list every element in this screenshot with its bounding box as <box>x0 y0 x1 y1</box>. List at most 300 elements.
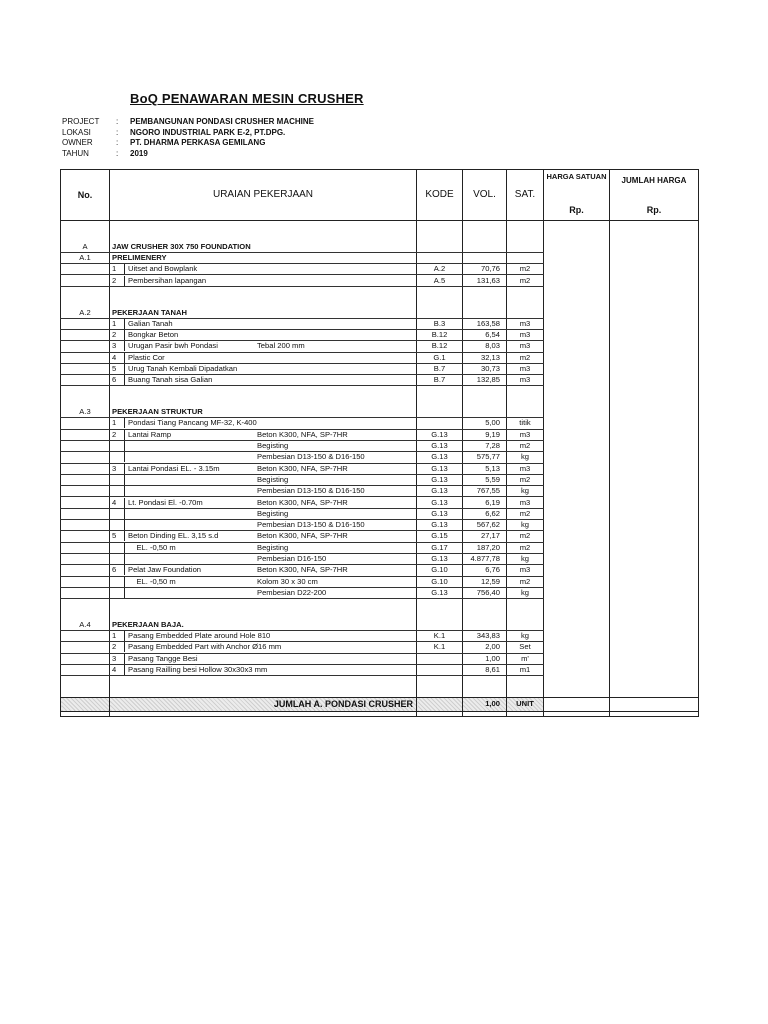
item-number <box>110 577 125 587</box>
item-kode: B.7 <box>417 363 463 374</box>
header-kode: KODE <box>417 170 463 221</box>
section-row <box>61 242 699 253</box>
item-unit: kg <box>507 630 544 641</box>
item-volume: 6,76 <box>463 565 507 576</box>
meta-row-owner <box>62 138 314 149</box>
boq-table <box>60 169 699 717</box>
item-number <box>110 452 125 462</box>
item-harga <box>544 429 610 440</box>
item-volume: 27,17 <box>463 531 507 542</box>
meta-colon: : <box>116 148 119 158</box>
item-row <box>61 642 699 653</box>
item-spec: Pembesian D16-150 <box>257 554 327 564</box>
table-header-row <box>61 170 699 221</box>
item-row <box>61 531 699 542</box>
item-jumlah <box>610 341 699 352</box>
item-volume: 343,83 <box>463 630 507 641</box>
total-row <box>61 697 699 711</box>
item-jumlah <box>610 463 699 474</box>
item-kode: G.13 <box>417 486 463 497</box>
meta-key: TAHUN <box>62 148 89 158</box>
meta-colon: : <box>116 138 119 147</box>
section-title: PRELIMENERY <box>110 252 417 263</box>
header-jumlah-top: JUMLAH HARGA <box>621 176 687 185</box>
meta-row-project <box>62 117 314 128</box>
item-harga <box>544 664 610 675</box>
blank-row <box>61 297 699 307</box>
item-unit: m2 <box>507 531 544 542</box>
item-number: 5 <box>110 364 125 374</box>
item-harga <box>544 352 610 363</box>
item-description: Pelat Jaw Foundation <box>128 565 202 575</box>
item-description <box>125 441 253 451</box>
item-row <box>61 486 699 497</box>
item-harga <box>544 642 610 653</box>
item-spec: Beton K300, NFA, SP-7HR <box>257 531 348 541</box>
item-kode: G.13 <box>417 553 463 564</box>
item-jumlah <box>610 542 699 553</box>
item-volume: 32,13 <box>463 352 507 363</box>
item-unit: m2 <box>507 352 544 363</box>
section-number: A <box>61 242 110 253</box>
item-kode: B.12 <box>417 341 463 352</box>
section-title: PEKERJAAN BAJA. <box>110 620 417 631</box>
item-unit: m3 <box>507 565 544 576</box>
project-meta <box>62 117 314 159</box>
item-row <box>61 474 699 485</box>
item-spec: Beton K300, NFA, SP-7HR <box>257 565 348 575</box>
header-uraian: URAIAN PEKERJAAN <box>110 170 417 221</box>
item-harga <box>544 486 610 497</box>
item-unit: kg <box>507 486 544 497</box>
item-row <box>61 553 699 564</box>
item-unit: m3 <box>507 375 544 386</box>
header-vol: VOL. <box>463 170 507 221</box>
item-jumlah <box>610 653 699 664</box>
item-jumlah <box>610 375 699 386</box>
meta-row-tahun <box>62 149 314 160</box>
item-description: Bongkar Beton <box>128 330 179 340</box>
section-number: A.2 <box>61 307 110 318</box>
item-kode: G.1 <box>417 352 463 363</box>
item-harga <box>544 553 610 564</box>
item-row <box>61 264 699 275</box>
item-description <box>125 588 253 598</box>
section-title: PEKERJAAN TANAH <box>110 307 417 318</box>
item-jumlah <box>610 630 699 641</box>
item-volume: 6,54 <box>463 329 507 340</box>
item-unit: m2 <box>507 474 544 485</box>
item-description <box>125 554 253 564</box>
item-row <box>61 630 699 641</box>
item-jumlah <box>610 440 699 451</box>
item-row <box>61 664 699 675</box>
item-jumlah <box>610 531 699 542</box>
item-jumlah <box>610 565 699 576</box>
item-kode: G.13 <box>417 520 463 531</box>
item-jumlah <box>610 474 699 485</box>
item-description: Pondasi Tiang Pancang MF-32, K-400 <box>128 418 257 428</box>
item-number <box>110 543 125 553</box>
item-row <box>61 418 699 429</box>
item-row <box>61 318 699 329</box>
item-number: 2 <box>110 276 125 286</box>
item-row <box>61 452 699 463</box>
item-volume: 187,20 <box>463 542 507 553</box>
item-volume: 131,63 <box>463 275 507 286</box>
item-number: 6 <box>110 565 125 575</box>
item-row <box>61 463 699 474</box>
item-number <box>110 554 125 564</box>
item-row <box>61 542 699 553</box>
item-volume: 756,40 <box>463 587 507 598</box>
item-description <box>125 520 253 530</box>
item-kode: G.10 <box>417 565 463 576</box>
item-spec: Begisting <box>257 474 289 484</box>
item-kode <box>417 653 463 664</box>
item-jumlah <box>610 429 699 440</box>
meta-value: 2019 <box>130 148 148 158</box>
item-kode: G.13 <box>417 440 463 451</box>
meta-value: PT. DHARMA PERKASA GEMILANG <box>130 138 266 147</box>
item-unit: m2 <box>507 508 544 519</box>
item-unit: m2 <box>507 275 544 286</box>
item-harga <box>544 363 610 374</box>
item-description <box>125 509 253 519</box>
item-jumlah <box>610 329 699 340</box>
total-label: JUMLAH A. PONDASI CRUSHER <box>110 697 417 711</box>
meta-colon: : <box>116 127 119 137</box>
item-description: EL. -0,50 m <box>128 576 176 586</box>
item-unit: m2 <box>507 576 544 587</box>
item-row <box>61 375 699 386</box>
item-volume: 9,19 <box>463 429 507 440</box>
item-volume: 567,62 <box>463 520 507 531</box>
item-unit: m3 <box>507 341 544 352</box>
item-kode: G.10 <box>417 576 463 587</box>
item-unit: m3 <box>507 329 544 340</box>
item-jumlah <box>610 553 699 564</box>
item-number: 6 <box>110 375 125 385</box>
item-row <box>61 440 699 451</box>
item-unit: titik <box>507 418 544 429</box>
item-harga <box>544 275 610 286</box>
section-number: A.3 <box>61 407 110 418</box>
item-spec: Pembesian D22-200 <box>257 587 327 597</box>
item-harga <box>544 418 610 429</box>
item-description: Pasang Embedded Plate around Hole 810 <box>128 631 271 641</box>
item-jumlah <box>610 497 699 508</box>
item-harga <box>544 452 610 463</box>
item-description <box>125 452 253 462</box>
meta-colon: : <box>116 117 119 126</box>
item-spec: Beton K300, NFA, SP-7HR <box>257 497 348 507</box>
item-kode: G.13 <box>417 508 463 519</box>
header-sat: SAT. <box>507 170 544 221</box>
section-title: JAW CRUSHER 30X 750 FOUNDATION <box>110 242 417 253</box>
item-number: 1 <box>110 631 125 641</box>
item-harga <box>544 653 610 664</box>
item-number <box>110 509 125 519</box>
item-jumlah <box>610 642 699 653</box>
header-harga-bottom: Rp. <box>569 205 584 215</box>
item-spec: Beton K300, NFA, SP-7HR <box>257 429 348 439</box>
item-harga <box>544 508 610 519</box>
item-volume: 2,00 <box>463 642 507 653</box>
item-jumlah <box>610 452 699 463</box>
blank-row <box>61 231 699 241</box>
item-volume: 6,62 <box>463 508 507 519</box>
item-number <box>110 475 125 485</box>
item-description: Buang Tanah sisa Galian <box>128 375 213 385</box>
blank-row <box>61 676 699 687</box>
item-spec: Begisting <box>257 441 289 451</box>
header-harga-top: HARGA SATUAN <box>546 172 607 181</box>
item-spec: Kolom 30 x 30 cm <box>257 576 318 586</box>
item-harga <box>544 497 610 508</box>
item-number: 2 <box>110 330 125 340</box>
item-volume: 7,28 <box>463 440 507 451</box>
item-description: Pasang Railling besi Hollow 30x30x3 mm <box>128 665 268 675</box>
item-description: Pasang Tangge Besi <box>128 653 198 663</box>
item-row <box>61 341 699 352</box>
item-volume: 5,59 <box>463 474 507 485</box>
item-harga <box>544 576 610 587</box>
item-volume: 8,61 <box>463 664 507 675</box>
meta-value: NGORO INDUSTRIAL PARK E-2, PT.DPG. <box>130 127 286 137</box>
item-kode: G.13 <box>417 463 463 474</box>
item-volume: 70,76 <box>463 264 507 275</box>
item-unit: Set <box>507 642 544 653</box>
item-row <box>61 329 699 340</box>
item-kode: A.2 <box>417 264 463 275</box>
item-number: 4 <box>110 498 125 508</box>
item-number: 2 <box>110 430 125 440</box>
header-harga-satuan <box>544 170 610 221</box>
meta-key: PROJECT <box>62 117 100 126</box>
section-row <box>61 407 699 418</box>
item-number: 3 <box>110 341 125 351</box>
item-spec: Pembesian D13-150 & D16-150 <box>257 452 365 462</box>
item-description: EL. -0,50 m <box>128 542 176 552</box>
section-title: PEKERJAAN STRUKTUR <box>110 407 417 418</box>
total-sat: UNIT <box>507 697 544 711</box>
item-unit: m2 <box>507 264 544 275</box>
section-number: A.1 <box>61 252 110 263</box>
item-unit: kg <box>507 452 544 463</box>
item-harga <box>544 565 610 576</box>
item-row <box>61 429 699 440</box>
item-kode <box>417 418 463 429</box>
item-description: Pembersihan lapangan <box>128 275 207 285</box>
item-volume: 12,59 <box>463 576 507 587</box>
item-unit: m2 <box>507 542 544 553</box>
item-harga <box>544 341 610 352</box>
item-number <box>110 588 125 598</box>
item-spec: Beton K300, NFA, SP-7HR <box>257 463 348 473</box>
item-row <box>61 576 699 587</box>
item-row <box>61 363 699 374</box>
section-row <box>61 252 699 263</box>
item-harga <box>544 318 610 329</box>
item-kode: G.13 <box>417 587 463 598</box>
item-number: 4 <box>110 353 125 363</box>
item-description <box>125 475 253 485</box>
item-unit: m' <box>507 653 544 664</box>
blank-row <box>61 386 699 397</box>
item-jumlah <box>610 587 699 598</box>
item-row <box>61 653 699 664</box>
item-volume: 1,00 <box>463 653 507 664</box>
item-kode: A.5 <box>417 275 463 286</box>
blank-row <box>61 599 699 610</box>
item-kode: B.3 <box>417 318 463 329</box>
item-number <box>110 441 125 451</box>
item-volume: 30,73 <box>463 363 507 374</box>
item-jumlah <box>610 486 699 497</box>
blank-row <box>61 397 699 407</box>
item-volume: 163,58 <box>463 318 507 329</box>
item-row <box>61 520 699 531</box>
meta-key: OWNER <box>62 138 93 147</box>
section-number: A.4 <box>61 620 110 631</box>
item-unit: m3 <box>507 497 544 508</box>
item-jumlah <box>610 352 699 363</box>
item-kode: K.1 <box>417 642 463 653</box>
item-description: Lantai Ramp <box>128 429 172 439</box>
item-harga <box>544 264 610 275</box>
blank-row <box>61 286 699 297</box>
item-spec: Tebal 200 mm <box>257 341 305 351</box>
item-description: Uitset and Bowplank <box>128 264 198 274</box>
item-number <box>110 486 125 496</box>
item-jumlah <box>610 664 699 675</box>
item-jumlah <box>610 318 699 329</box>
item-row <box>61 275 699 286</box>
meta-key: LOKASI <box>62 127 91 137</box>
item-number <box>110 520 125 530</box>
item-description: Lantai Pondasi EL. - 3.15m <box>128 463 220 473</box>
item-jumlah <box>610 418 699 429</box>
item-kode: G.15 <box>417 531 463 542</box>
item-volume: 132,85 <box>463 375 507 386</box>
item-harga <box>544 329 610 340</box>
item-jumlah <box>610 508 699 519</box>
item-jumlah <box>610 576 699 587</box>
document-title: BoQ PENAWARAN MESIN CRUSHER <box>130 91 364 106</box>
item-row <box>61 508 699 519</box>
item-harga <box>544 463 610 474</box>
item-kode: G.13 <box>417 497 463 508</box>
item-kode: K.1 <box>417 630 463 641</box>
item-number: 3 <box>110 464 125 474</box>
item-description: Urugan Pasir bwh Pondasi <box>128 341 218 351</box>
item-description: Beton Dinding EL. 3,15 s.d <box>128 531 219 541</box>
item-number: 2 <box>110 642 125 652</box>
item-jumlah <box>610 264 699 275</box>
item-unit: m3 <box>507 363 544 374</box>
blank-row <box>61 609 699 619</box>
item-row <box>61 352 699 363</box>
item-row <box>61 565 699 576</box>
item-harga <box>544 630 610 641</box>
item-harga <box>544 542 610 553</box>
item-unit: kg <box>507 553 544 564</box>
item-number: 4 <box>110 665 125 675</box>
item-spec: Pembesian D13-150 & D16-150 <box>257 520 365 530</box>
item-unit: kg <box>507 520 544 531</box>
item-kode: G.13 <box>417 474 463 485</box>
item-spec: Begisting <box>257 542 289 552</box>
item-harga <box>544 440 610 451</box>
section-row <box>61 620 699 631</box>
item-unit: m1 <box>507 664 544 675</box>
item-number: 1 <box>110 418 125 428</box>
item-volume: 5,13 <box>463 463 507 474</box>
item-harga <box>544 375 610 386</box>
item-unit: m3 <box>507 463 544 474</box>
item-description: Pasang Embedded Part with Anchor Ø16 mm <box>128 642 282 652</box>
item-unit: m2 <box>507 440 544 451</box>
total-vol: 1,00 <box>463 697 507 711</box>
item-kode: G.13 <box>417 429 463 440</box>
item-row <box>61 587 699 598</box>
item-description: Galian Tanah <box>128 318 173 328</box>
blank-row <box>61 686 699 697</box>
header-jumlah-harga <box>610 170 699 221</box>
item-volume: 575,77 <box>463 452 507 463</box>
item-volume: 6,19 <box>463 497 507 508</box>
item-harga <box>544 520 610 531</box>
item-jumlah <box>610 520 699 531</box>
item-jumlah <box>610 363 699 374</box>
item-unit: kg <box>507 587 544 598</box>
item-description: Urug Tanah Kembali Dipadatkan <box>128 364 238 373</box>
item-volume: 767,55 <box>463 486 507 497</box>
item-volume: 8,03 <box>463 341 507 352</box>
item-spec: Pembesian D13-150 & D16-150 <box>257 486 365 496</box>
meta-value: PEMBANGUNAN PONDASI CRUSHER MACHINE <box>130 117 315 126</box>
header-no: No. <box>61 170 110 221</box>
item-number: 3 <box>110 654 125 664</box>
item-harga <box>544 531 610 542</box>
item-kode <box>417 664 463 675</box>
item-spec: Begisting <box>257 508 289 518</box>
item-kode: B.12 <box>417 329 463 340</box>
item-unit: m3 <box>507 318 544 329</box>
item-description: Plastic Cor <box>128 352 165 362</box>
header-jumlah-bottom: Rp. <box>646 205 662 215</box>
item-number: 5 <box>110 531 125 541</box>
item-kode: B.7 <box>417 375 463 386</box>
item-description <box>125 486 253 496</box>
item-unit: m3 <box>507 429 544 440</box>
item-kode: G.17 <box>417 542 463 553</box>
item-volume: 5,00 <box>463 418 507 429</box>
item-kode: G.13 <box>417 452 463 463</box>
item-harga <box>544 474 610 485</box>
item-volume: 4.877,78 <box>463 553 507 564</box>
item-number: 1 <box>110 319 125 329</box>
section-row <box>61 307 699 318</box>
item-row <box>61 497 699 508</box>
blank-row <box>61 221 699 232</box>
item-description: Lt. Pondasi El. -0.70m <box>128 497 203 507</box>
item-jumlah <box>610 275 699 286</box>
meta-row-lokasi <box>62 128 314 139</box>
item-number: 1 <box>110 264 125 274</box>
item-harga <box>544 587 610 598</box>
